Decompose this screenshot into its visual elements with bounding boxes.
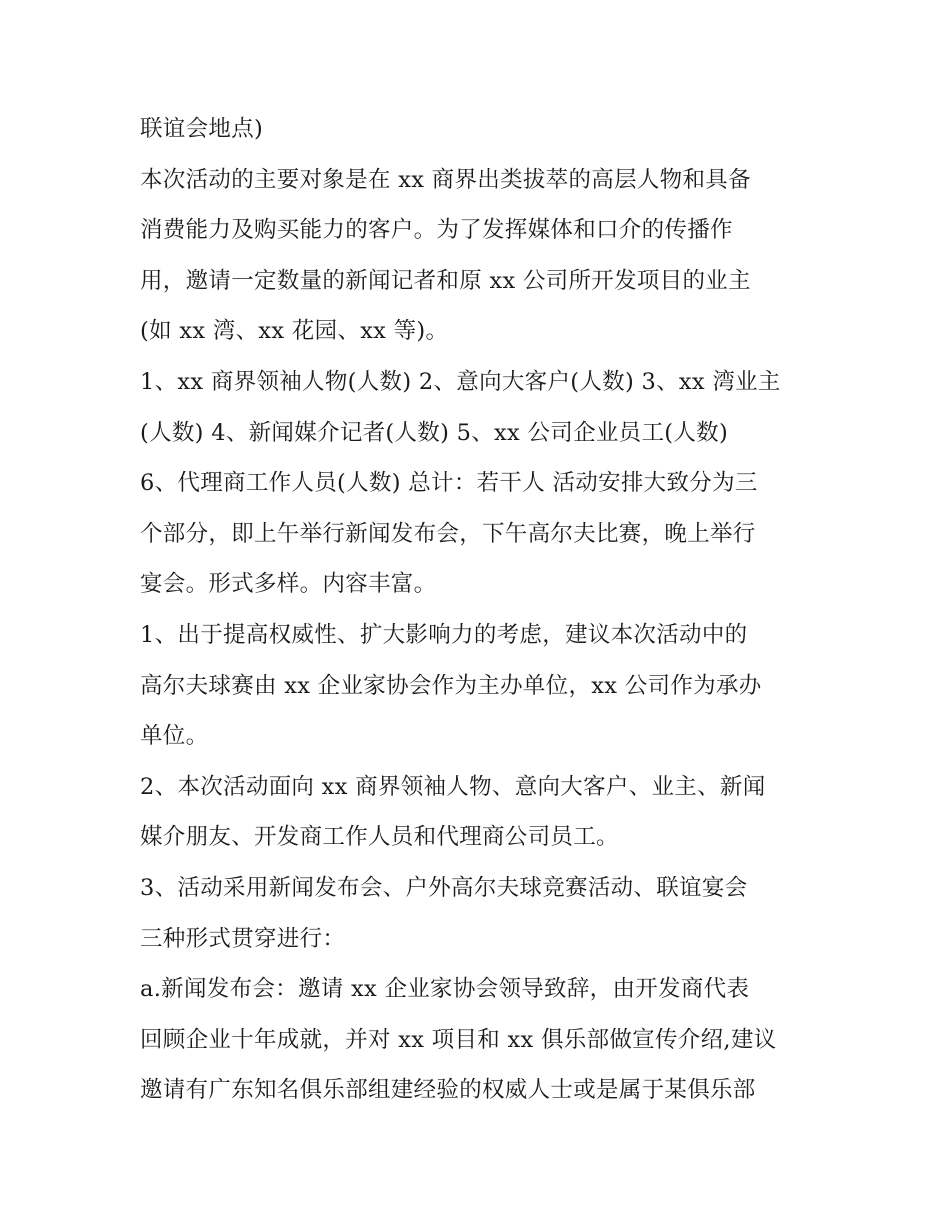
text-line: 个部分，即上午举行新闻发布会，下午高尔夫比赛，晚上举行 [140,520,756,547]
document-body [140,104,820,1116]
text-line: 1、出于提高权威性、扩大影响力的考虑，建议本次活动中的 [140,621,748,648]
text-line: 单位。 [140,723,209,750]
text-line: (如 xx 湾、xx 花园、xx 等)。 [140,318,449,345]
text-line: 回顾企业十年成就，并对 xx 项目和 xx 俱乐部做宣传介绍,建议 [140,1026,777,1053]
text-line: a.新闻发布会：邀请 xx 企业家协会领导致辞，由开发商代表 [140,976,750,1003]
text-line: 用，邀请一定数量的新闻记者和原 xx 公司所开发项目的业主 [140,267,751,294]
text-line: 宴会。形式多样。内容丰富。 [140,571,437,598]
text-line: 高尔夫球赛由 xx 企业家协会作为主办单位，xx 公司作为承办 [140,672,762,699]
text-line: 1、xx 商界领袖人物(人数) 2、意向大客户(人数) 3、xx 湾业主 [140,368,781,395]
text-line: 6、代理商工作人员(人数) 总计：若干人 活动安排大致分为三 [140,470,758,497]
text-line: 三种形式贯穿进行： [140,925,346,952]
text-line: (人数) 4、新闻媒介记者(人数) 5、xx 公司企业员工(人数) [140,419,729,446]
text-line: 媒介朋友、开发商工作人员和代理商公司员工。 [140,824,619,851]
text-line: 2、本次活动面向 xx 商界领袖人物、意向大客户、业主、新闻 [140,773,766,800]
text-line: 本次活动的主要对象是在 xx 商界出类拔萃的高层人物和具备 [140,166,751,193]
text-line: 邀请有广东知名俱乐部组建经验的权威人士或是属于某俱乐部 [140,1077,756,1104]
text-line: 联谊会地点) [140,116,264,142]
text-line: 3、活动采用新闻发布会、户外高尔夫球竞赛活动、联谊宴会 [140,874,748,901]
text-line: 消费能力及购买能力的客户。为了发挥媒体和口介的传播作 [140,217,733,244]
